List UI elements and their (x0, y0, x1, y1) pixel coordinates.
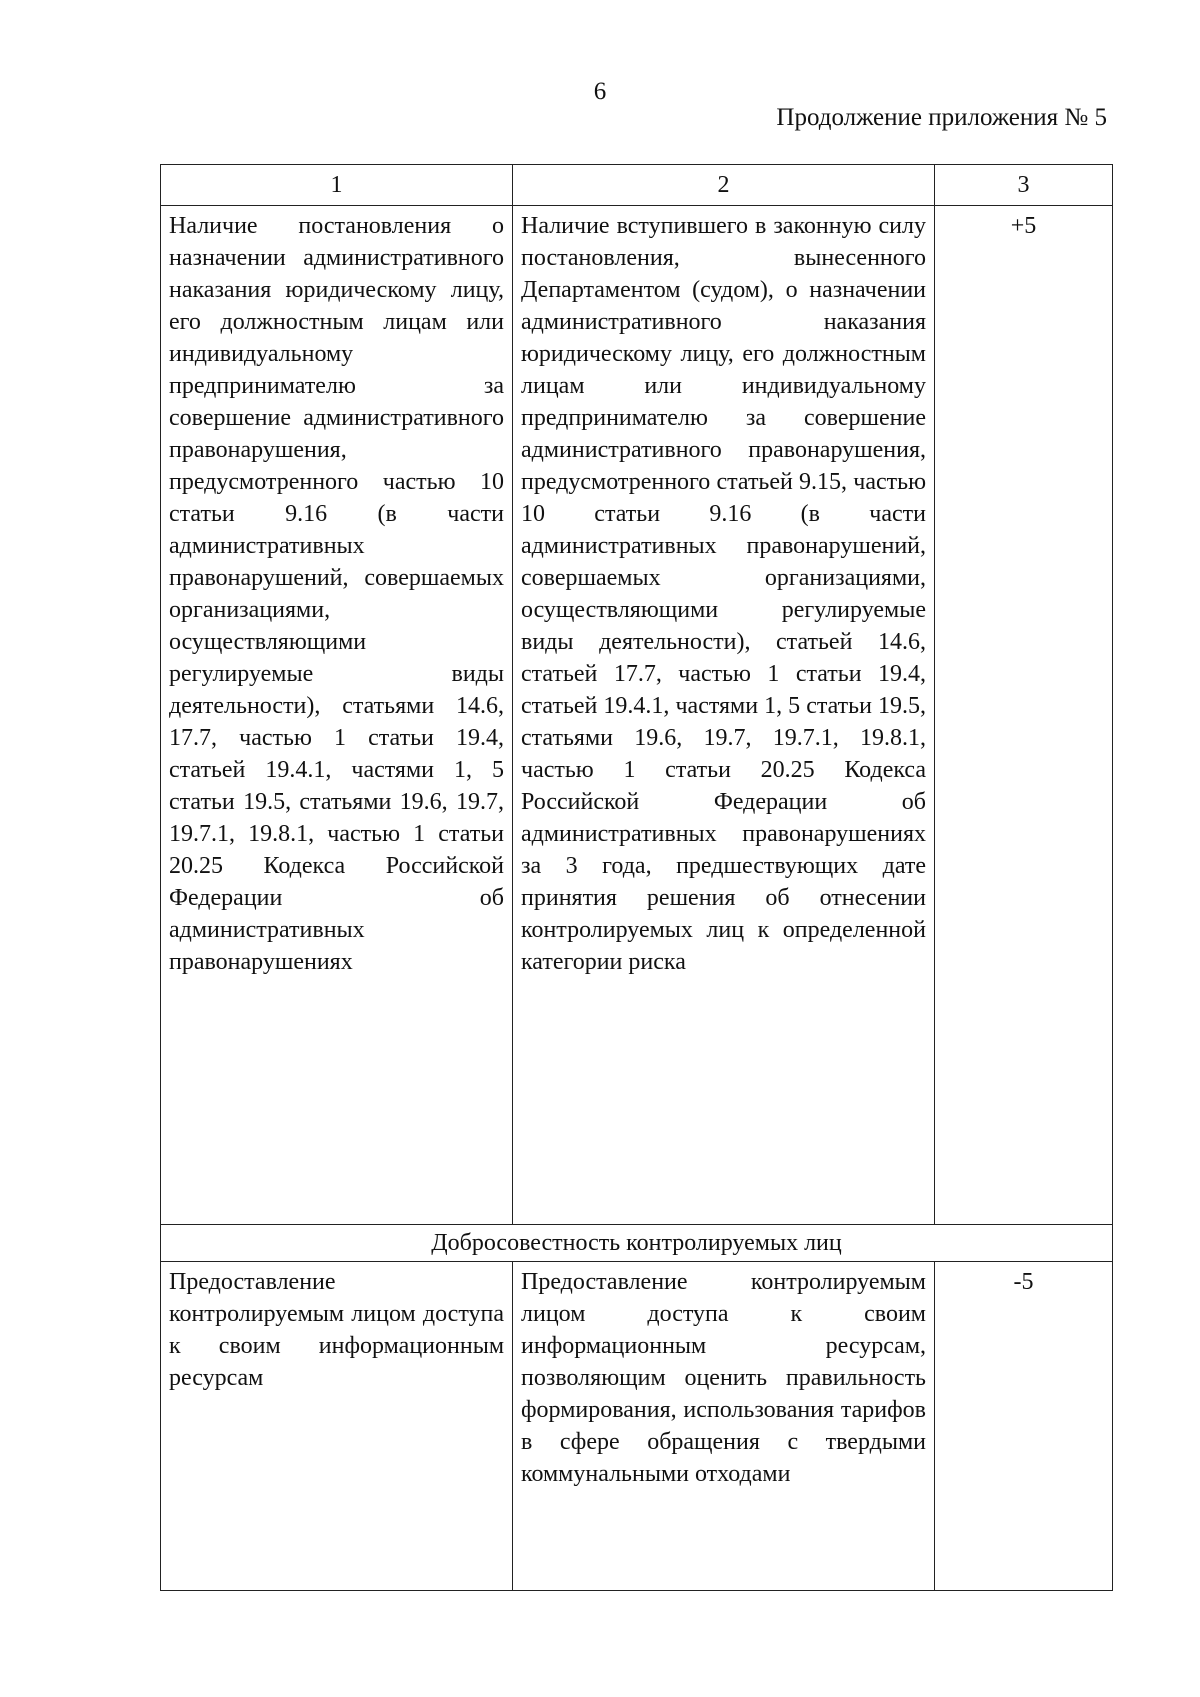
column-header-2: 2 (513, 165, 935, 206)
table-header-row (161, 165, 1113, 206)
column-header-3: 3 (935, 165, 1113, 206)
points-cell: +5 (935, 206, 1113, 1225)
page-number: 6 (593, 78, 607, 105)
description-cell: Наличие вступившего в законную силу постановления, вынесенного Департаментом (судом), о назначении административного наказания юридическому лицу, его должностным лицам или индивидуальному предпринимателю за совершение административного правонарушения, предусмотренного статьей 9.15, частью 10 статьи 9.16 (в части административных правонарушений, совершаемых организациями, осуществляющими регулируемые виды деятельности), статьей 14.6, статьей 17.7, частью 1 статьи 19.4, статьей 19.4.1, частями 1, 5 статьи 19.5, статьями 19.6, 19.7, 19.7.1, 19.8.1, частью 1 статьи 20.25 Кодекса Российской Федерации об административных правонарушениях за 3 года, предшествующих дате принятия решения об отнесении контролируемых лиц к определенной категории риска (513, 206, 935, 1225)
column-header-1: 1 (161, 165, 513, 206)
table-row (161, 1262, 1113, 1591)
points-cell: -5 (935, 1262, 1113, 1591)
section-header-row (161, 1225, 1113, 1262)
appendix-note: Продолжение приложения № 5 (776, 104, 1107, 131)
description-cell: Предоставление контролируемым лицом доступа к своим информационным ресурсам, позволяющим оценить правильность формирования, использования тарифов в сфере обращения с твердыми коммунальными отходами (513, 1262, 935, 1591)
table-row (161, 206, 1113, 1225)
section-title: Добросовестность контролируемых лиц (161, 1225, 1113, 1262)
criteria-table (160, 164, 1113, 1591)
criterion-cell: Предоставление контролируемым лицом доступа к своим информационным ресурсам (161, 1262, 513, 1591)
criterion-cell: Наличие постановления о назначении административного наказания юридическому лицу, его должностным лицам или индивидуальному предпринимателю за совершение административного правонарушения, предусмотренного частью 10 статьи 9.16 (в части административных правонарушений, совершаемых организациями, осуществляющими регулируемые виды деятельности), статьями 14.6, 17.7, частью 1 статьи 19.4, статьей 19.4.1, частями 1, 5 статьи 19.5, статьями 19.6, 19.7, 19.7.1, 19.8.1, частью 1 статьи 20.25 Кодекса Российской Федерации об административных правонарушениях (161, 206, 513, 1225)
